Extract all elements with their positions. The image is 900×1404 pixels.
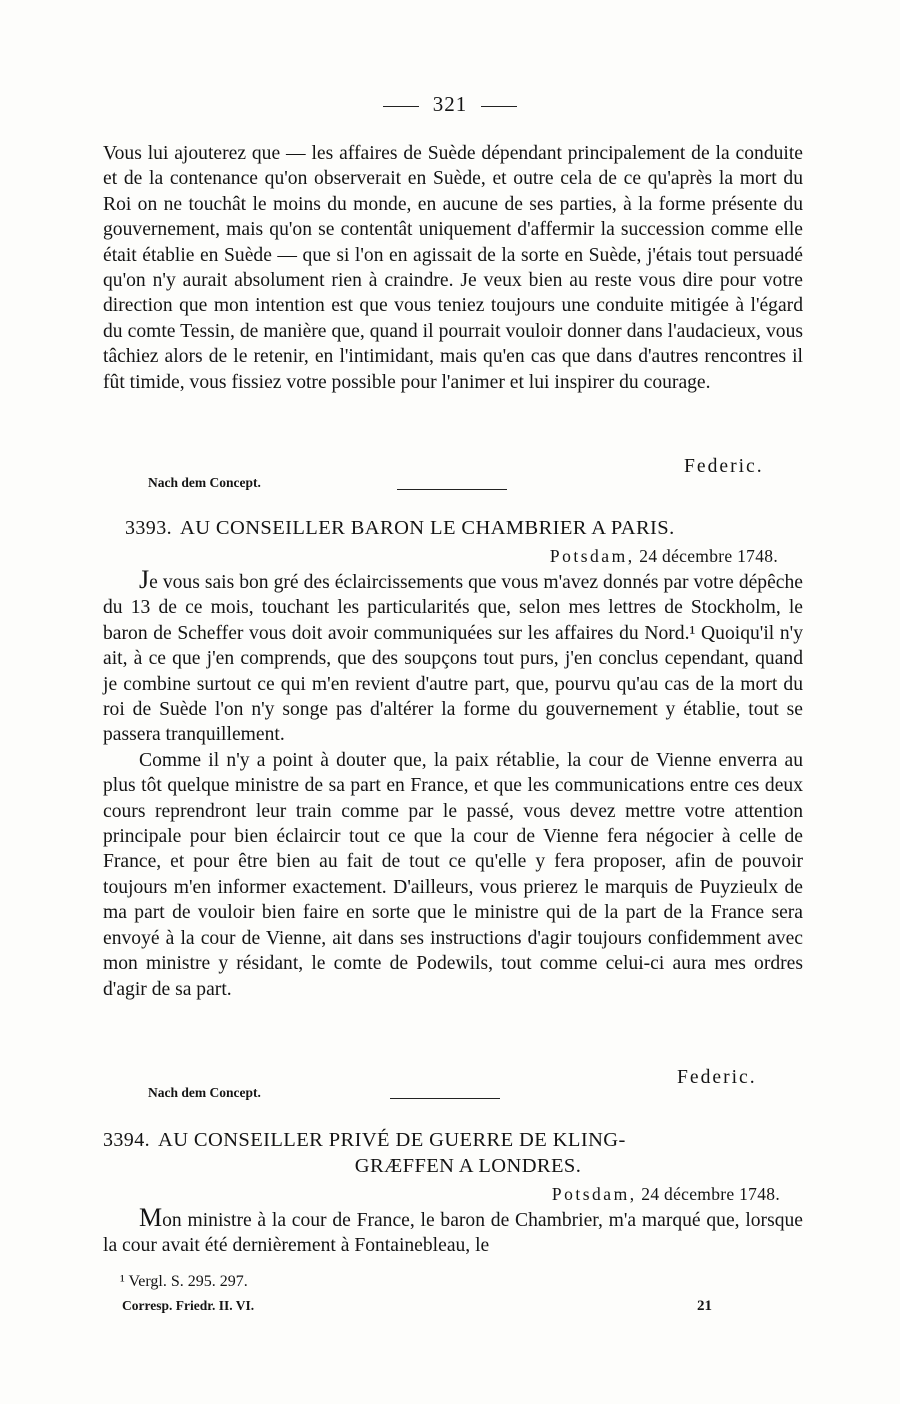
letter-3393-place: Potsdam, [549, 546, 635, 566]
separator-rule-2 [390, 1098, 500, 1099]
page-number: 321 [432, 92, 468, 116]
running-head [0, 92, 900, 117]
letter-3393-initial: J [139, 565, 150, 594]
letter-3394-initial: M [139, 1203, 163, 1232]
letter-3393-body [103, 565, 803, 1002]
letter-3393-date: 24 décembre 1748. [639, 546, 778, 566]
letter-3393-dateline [550, 546, 778, 567]
dash-left [383, 106, 419, 107]
source-note-1: Nach dem Concept. [148, 475, 261, 490]
letter-3393-number: 3393. [125, 517, 172, 539]
letter-3393-heading [125, 515, 825, 541]
footer-signature-mark: 21 [697, 1298, 712, 1314]
signature-federic-1: Federic. [684, 456, 764, 477]
continuation-paragraph: Vous lui ajouterez que — les affaires de Suède dépendant principalement de la conduite et de la contenance qu'on observerait en Suède, et outre cela de ce qu'après la mort du Roi on ne touchât le moins du monde, en aucune de ses parties, à la forme présente du gouvernement, mais qu'on se contentât uniquement d'affermir la succession comme elle était établie en Suède — que si l'on en agissait de la sorte en Suède, j'étais tout persuadé qu'on n'y aurait absolument rien à craindre. Je veux bien au reste vous dire pour votre direction que mon intention est que vous teniez toujours une conduite mitigée à l'égard du comte Tessin, de manière que, quand il pourrait vouloir donner dans l'audacieux, vous tâchiez alors de le retenir, en l'intimidant, mais qu'en cas que dans d'autres rencontres il fût timide, vous fissiez votre possible pour l'animer et lui inspirer du courage. [103, 143, 803, 393]
letter-3393-title: AU CONSEILLER BARON LE CHAMBRIER A PARIS. [180, 517, 675, 539]
continuation-block [103, 141, 803, 395]
letter-3394-title-line-1: AU CONSEILLER PRIVÉ DE GUERRE DE KLING- [158, 1129, 626, 1151]
letter-3393-paragraph-1: Je vous sais bon gré des éclaircissements que vous m'avez donnés par votre dépêche du 13 de ce mois, touchant les particularités que, selon mes lettres de Stockholm, le baron de Scheffer vous doit avoir communiquées sur les affaires du Nord.¹ Quoiqu'il n'y ait, à ce que j'en comprends, que des soupçons tout purs, j'en conclus cependant, quand je combine surtout ce qui m'en revient d'autre part, que, pourvu qu'au cas de la mort du roi de Suède l'on n'y songe pas d'altérer la forme du gouvernement y établie, tout se passera tranquillement. [103, 565, 803, 746]
footnote: ¹ Vergl. S. 295. 297. [120, 1273, 248, 1290]
source-note-2: Nach dem Concept. [148, 1085, 261, 1100]
letter-3394-title-line-2: GRÆFFEN A LONDRES. [354, 1155, 582, 1177]
letter-3393-paragraph-2: Comme il n'y a point à douter que, la paix rétablie, la cour de Vienne enverra au plus tôt quelque ministre de sa part en France, et que les communications entre ces deux cours reprendront leur train comme par le passé, vous devez mettre votre attention principale pour bien éclaircir tout ce que la cour de Vienne fera négocier à celle de France, et pour être bien au fait de tout ce qu'elle y fera proposer, afin de pouvoir toujours m'en informer exactement. D'ailleurs, vous prierez le marquis de Puyzieulx de ma part de vouloir bien faire en sorte que le ministre qui de la part de la France sera envoyé à la cour de Vienne, ait dans ses instructions d'agir toujours confidemment avec mon ministre y résidant, le comte de Podewils, tout comme celui-ci aura mes ordres d'agir de sa part. [103, 749, 803, 1000]
separator-rule-1 [397, 489, 507, 490]
letter-3394-heading [103, 1127, 803, 1179]
letter-3394-paragraph-1: Mon ministre à la cour de France, le baron de Chambrier, m'a marqué que, lorsque la cour avait été dernièrement à Fontainebleau, le [103, 1203, 803, 1257]
letter-3394-date: 24 décembre 1748. [641, 1184, 780, 1204]
letter-3394-dateline [552, 1184, 780, 1205]
letter-3394-place: Potsdam, [551, 1184, 637, 1204]
letter-3394-body [103, 1203, 803, 1259]
page-footer [122, 1298, 712, 1314]
dash-right [481, 106, 517, 107]
footer-volume: Corresp. Friedr. II. VI. [122, 1298, 255, 1313]
letter-3394-number: 3394. [103, 1129, 150, 1151]
signature-federic-2: Federic. [677, 1067, 757, 1088]
